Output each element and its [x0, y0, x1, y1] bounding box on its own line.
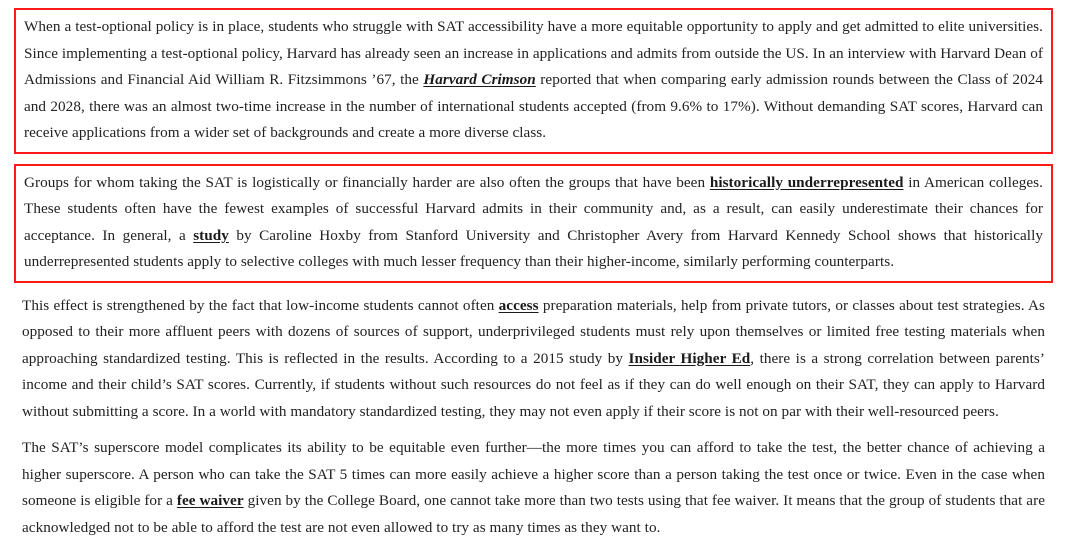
- text-span: , there is a strong correlation between parents’ income and their child’s SAT scores. Currently, if students without such resources do not feel as if they can do well enough on their SAT, they can apply to Harvard without submitting a score. In a world with mandatory standardized testing, they may not even apply if their score is not on par with their well-resourced peers.: [22, 349, 1045, 420]
- inline-link-italic[interactable]: Harvard Crimson: [423, 71, 536, 88]
- highlighted-paragraph: [14, 164, 1053, 283]
- inline-link[interactable]: Insider Higher Ed: [628, 349, 751, 367]
- text-span: Groups for whom taking the SAT is logistically or financially harder are also often the groups that have been: [24, 173, 710, 191]
- inline-link[interactable]: fee waiver: [176, 492, 244, 509]
- paragraph: [14, 293, 1053, 426]
- text-span: by Caroline Hoxby from Stanford University and Christopher Avery from Harvard Kennedy School shows that historically underrepresented students apply to selective colleges with much lesser frequency than their higher-income, similarly performing counterparts.: [24, 226, 1043, 270]
- highlighted-paragraph: [14, 8, 1053, 154]
- paragraph-text: [22, 435, 1045, 541]
- paragraph-text: [22, 293, 1045, 426]
- inline-link[interactable]: study: [193, 226, 229, 244]
- text-span: The SAT’s superscore model complicates its ability to be equitable even further—the more times you can afford to take the test, the better chance of achieving a higher superscore. A person who can take the SAT 5 times can more easily achieve a higher score than a person taking the test once or twice. Even in the case when someone is eligible for a: [22, 439, 1045, 509]
- text-span: When a test-optional policy is in place, students who struggle with SAT accessibility have a more equitable opportunity to apply and get admitted to elite universities. Since implementing a test-optional policy, Harvard has already seen an increase in applications and admits from outside the US. In an interview with Harvard Dean of Admissions and Financial Aid William R. Fitzsimmons ’67, the: [24, 18, 1043, 88]
- paragraph-text: [24, 14, 1043, 147]
- text-span: preparation materials, help from private tutors, or classes about test strategies. As opposed to their more affluent peers with dozens of sources of support, underprivileged students must rely upon themselves or limited free testing materials when approaching standardized testing. This is reflected in the results. According to a 2015 study by: [22, 296, 1045, 367]
- inline-link[interactable]: access: [498, 296, 539, 314]
- text-span: reported that when comparing early admission rounds between the Class of 2024 and 2028, there was an almost two-time increase in the number of international students accepted (from 9.6% to 17%). Without demanding SAT scores, Harvard can receive applications from a wider set of backgrounds and create a more diverse class.: [24, 71, 1044, 141]
- text-span: given by the College Board, one cannot take more than two tests using that fee waiver. It means that the group of students that are acknowledged not to be able to afford the test are not even allowed to try as many times as they want to.: [22, 492, 1045, 536]
- paragraph-list: [14, 8, 1053, 541]
- text-span: This effect is strengthened by the fact that low-income students cannot often: [22, 296, 499, 314]
- inline-link[interactable]: historically underrepresented: [709, 173, 904, 191]
- text-span: in American colleges. These students often have the fewest examples of successful Harvard admits in their community and, as a result, can easily underestimate their chances for acceptance. In general, a: [24, 173, 1043, 244]
- paragraph: [14, 435, 1053, 541]
- paragraph-text: [24, 170, 1043, 276]
